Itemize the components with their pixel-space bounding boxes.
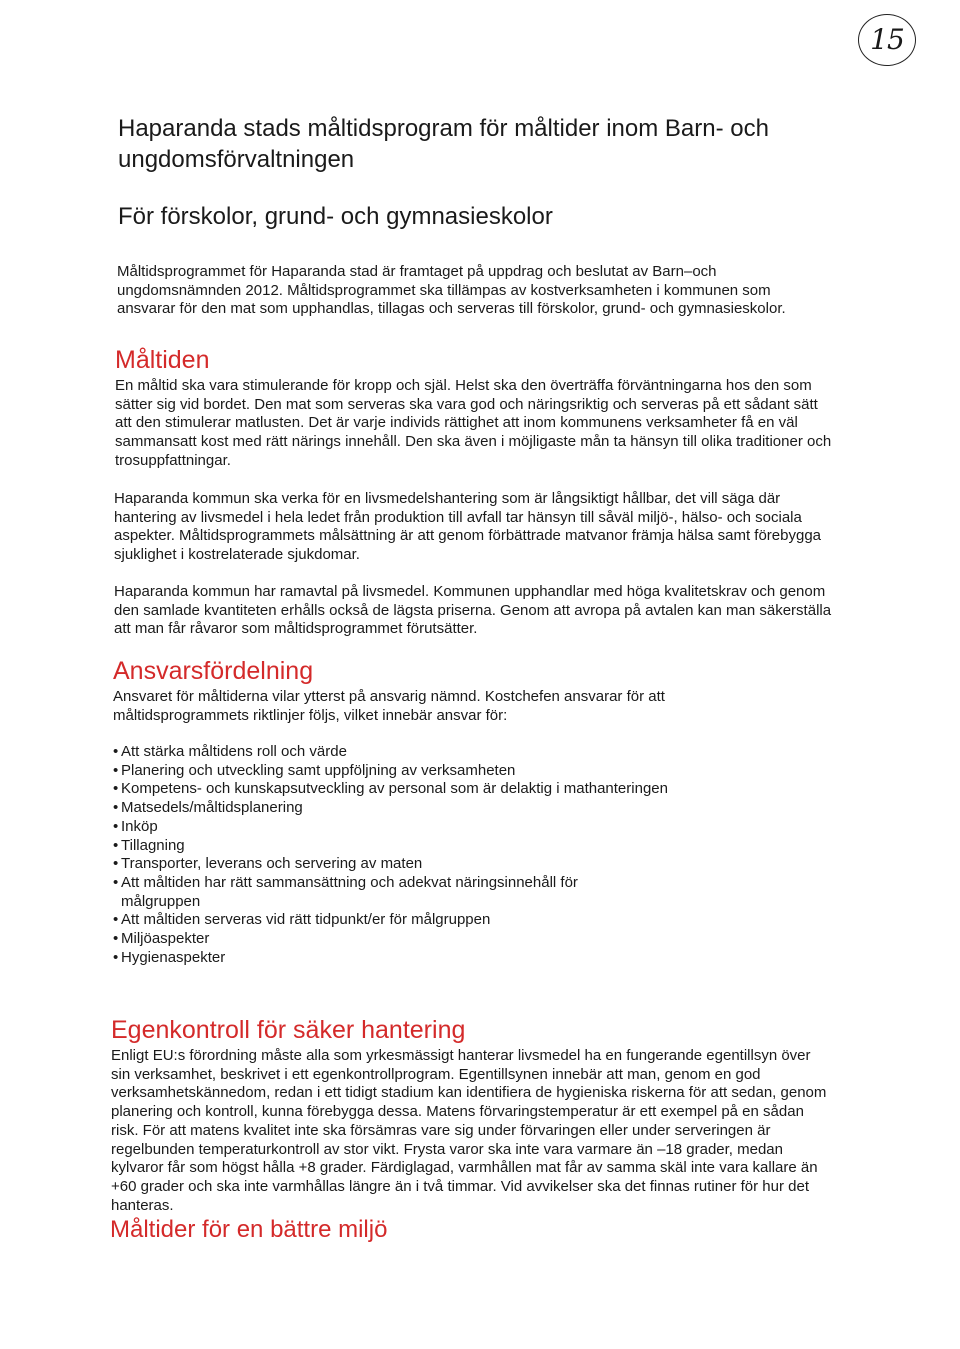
handwritten-page-number: 15 bbox=[858, 14, 916, 66]
ansvar-list bbox=[113, 743, 673, 967]
list-item: • Kompetens- och kunskapsutveckling av personal som är delaktig i mathanteringen bbox=[113, 780, 673, 799]
list-item: • Att måltiden har rätt sammansättning och adekvat näringsinnehåll för målgruppen bbox=[113, 874, 601, 911]
list-item: • Miljöaspekter bbox=[113, 930, 673, 949]
list-item: • Hygienaspekter bbox=[113, 949, 673, 968]
maltiden-paragraph-2: Haparanda kommun ska verka för en livsmedelshantering som är långsiktigt hållbar, det vill säga där hantering av livsmedel i hela ledet från produktion till avfall tar hänsyn till såväl miljö-, hälso- och sociala aspekter. Måltidsprogrammets målsättning är att genom förbättrade matvanor främja hälsa samt förebygga sjuklighet i kostrelaterade sjukdomar. bbox=[114, 490, 821, 564]
list-item: • Matsedels/måltidsplanering bbox=[113, 799, 673, 818]
heading-ansvarsfordelning: Ansvarsfördelning bbox=[113, 657, 314, 685]
intro-paragraph: Måltidsprogrammet för Haparanda stad är framtaget på uppdrag och beslutat av Barn–och ungdomsnämnden 2012. Måltidsprogrammet ska tillämpas av kostverksamheten i kommunen som ansvarar för den mat som upphandlas, tillagas och serveras till förskolor, grund- och gymnasieskolor. bbox=[117, 263, 786, 318]
maltiden-paragraph-3: Haparanda kommun har ramavtal på livsmedel. Kommunen upphandlar med höga kvalitetskrav och genom den samlade kvantiteten erhålls också de lägsta priserna. Genom att avropa på avtalen kan man säkerställa att man får råvaror som måltidsprogrammet förutsätter. bbox=[114, 583, 832, 638]
list-item: • Inköp bbox=[113, 818, 673, 837]
document-title: Haparanda stads måltidsprogram för måltider inom Barn- och ungdomsförvaltningen bbox=[118, 115, 769, 173]
heading-miljo: Måltider för en bättre miljö bbox=[110, 1216, 388, 1243]
list-item: • Tillagning bbox=[113, 837, 673, 856]
list-item: • Att måltiden serveras vid rätt tidpunkt/er för målgruppen bbox=[113, 911, 673, 930]
egenkontroll-paragraph: Enligt EU:s förordning måste alla som yrkesmässigt hanterar livsmedel ha en fungerande egentillsyn över sin verksamhet, beskrivet i ett egenkontrollprogram. Egentillsynen innebär att man, genom en god verksamhetskännedom, redan i ett tidigt stadium kan identifiera de hygieniska riskerna för att sedan, genom planering och kontroll, kunna förebygga dessa. Matens förvaringstemperatur är ett exempel på en sådan risk. För att matens kvalitet inte ska försämras vare sig under förvaringen eller under serveringen är regelbunden temperaturkontroll av stor vikt. Frysta varor ska inte vara varmare än –18 grader, medan kylvaror får som högst hålla +8 grader. Färdiglagad, varmhållen mat får av samma skäl inte vara kallare än +60 grader och ska inte varmhållas längre än i två timmar. Vid avvikelser ska det finnas rutiner för hur det hanteras. bbox=[111, 1047, 827, 1214]
document-subtitle: För förskolor, grund- och gymnasieskolor bbox=[118, 203, 553, 230]
heading-maltiden: Måltiden bbox=[115, 346, 210, 374]
list-item: • Planering och utveckling samt uppföljning av verksamheten bbox=[113, 762, 673, 781]
list-item: • Att stärka måltidens roll och värde bbox=[113, 743, 673, 762]
maltiden-paragraph-1: En måltid ska vara stimulerande för kropp och själ. Helst ska den överträffa förväntningarna hos den som sätter sig vid bordet. Den mat som serveras ska vara god och näringsriktig och serveras på ett sådant sätt att den stimulerar matlusten. Det är varje individs rättighet att inom kommunens verksamheter få en väl sammansatt kost med rätt närings innehåll. Den ska även i möjligaste mån ta hänsyn till olika traditioner och trosuppfattningar. bbox=[115, 377, 832, 469]
list-item: • Transporter, leverans och servering av maten bbox=[113, 855, 673, 874]
ansvar-paragraph: Ansvaret för måltiderna vilar ytterst på ansvarig nämnd. Kostchefen ansvarar för att måltidsprogrammets riktlinjer följs, vilket innebär ansvar för: bbox=[113, 688, 665, 724]
heading-egenkontroll: Egenkontroll för säker hantering bbox=[111, 1016, 466, 1044]
